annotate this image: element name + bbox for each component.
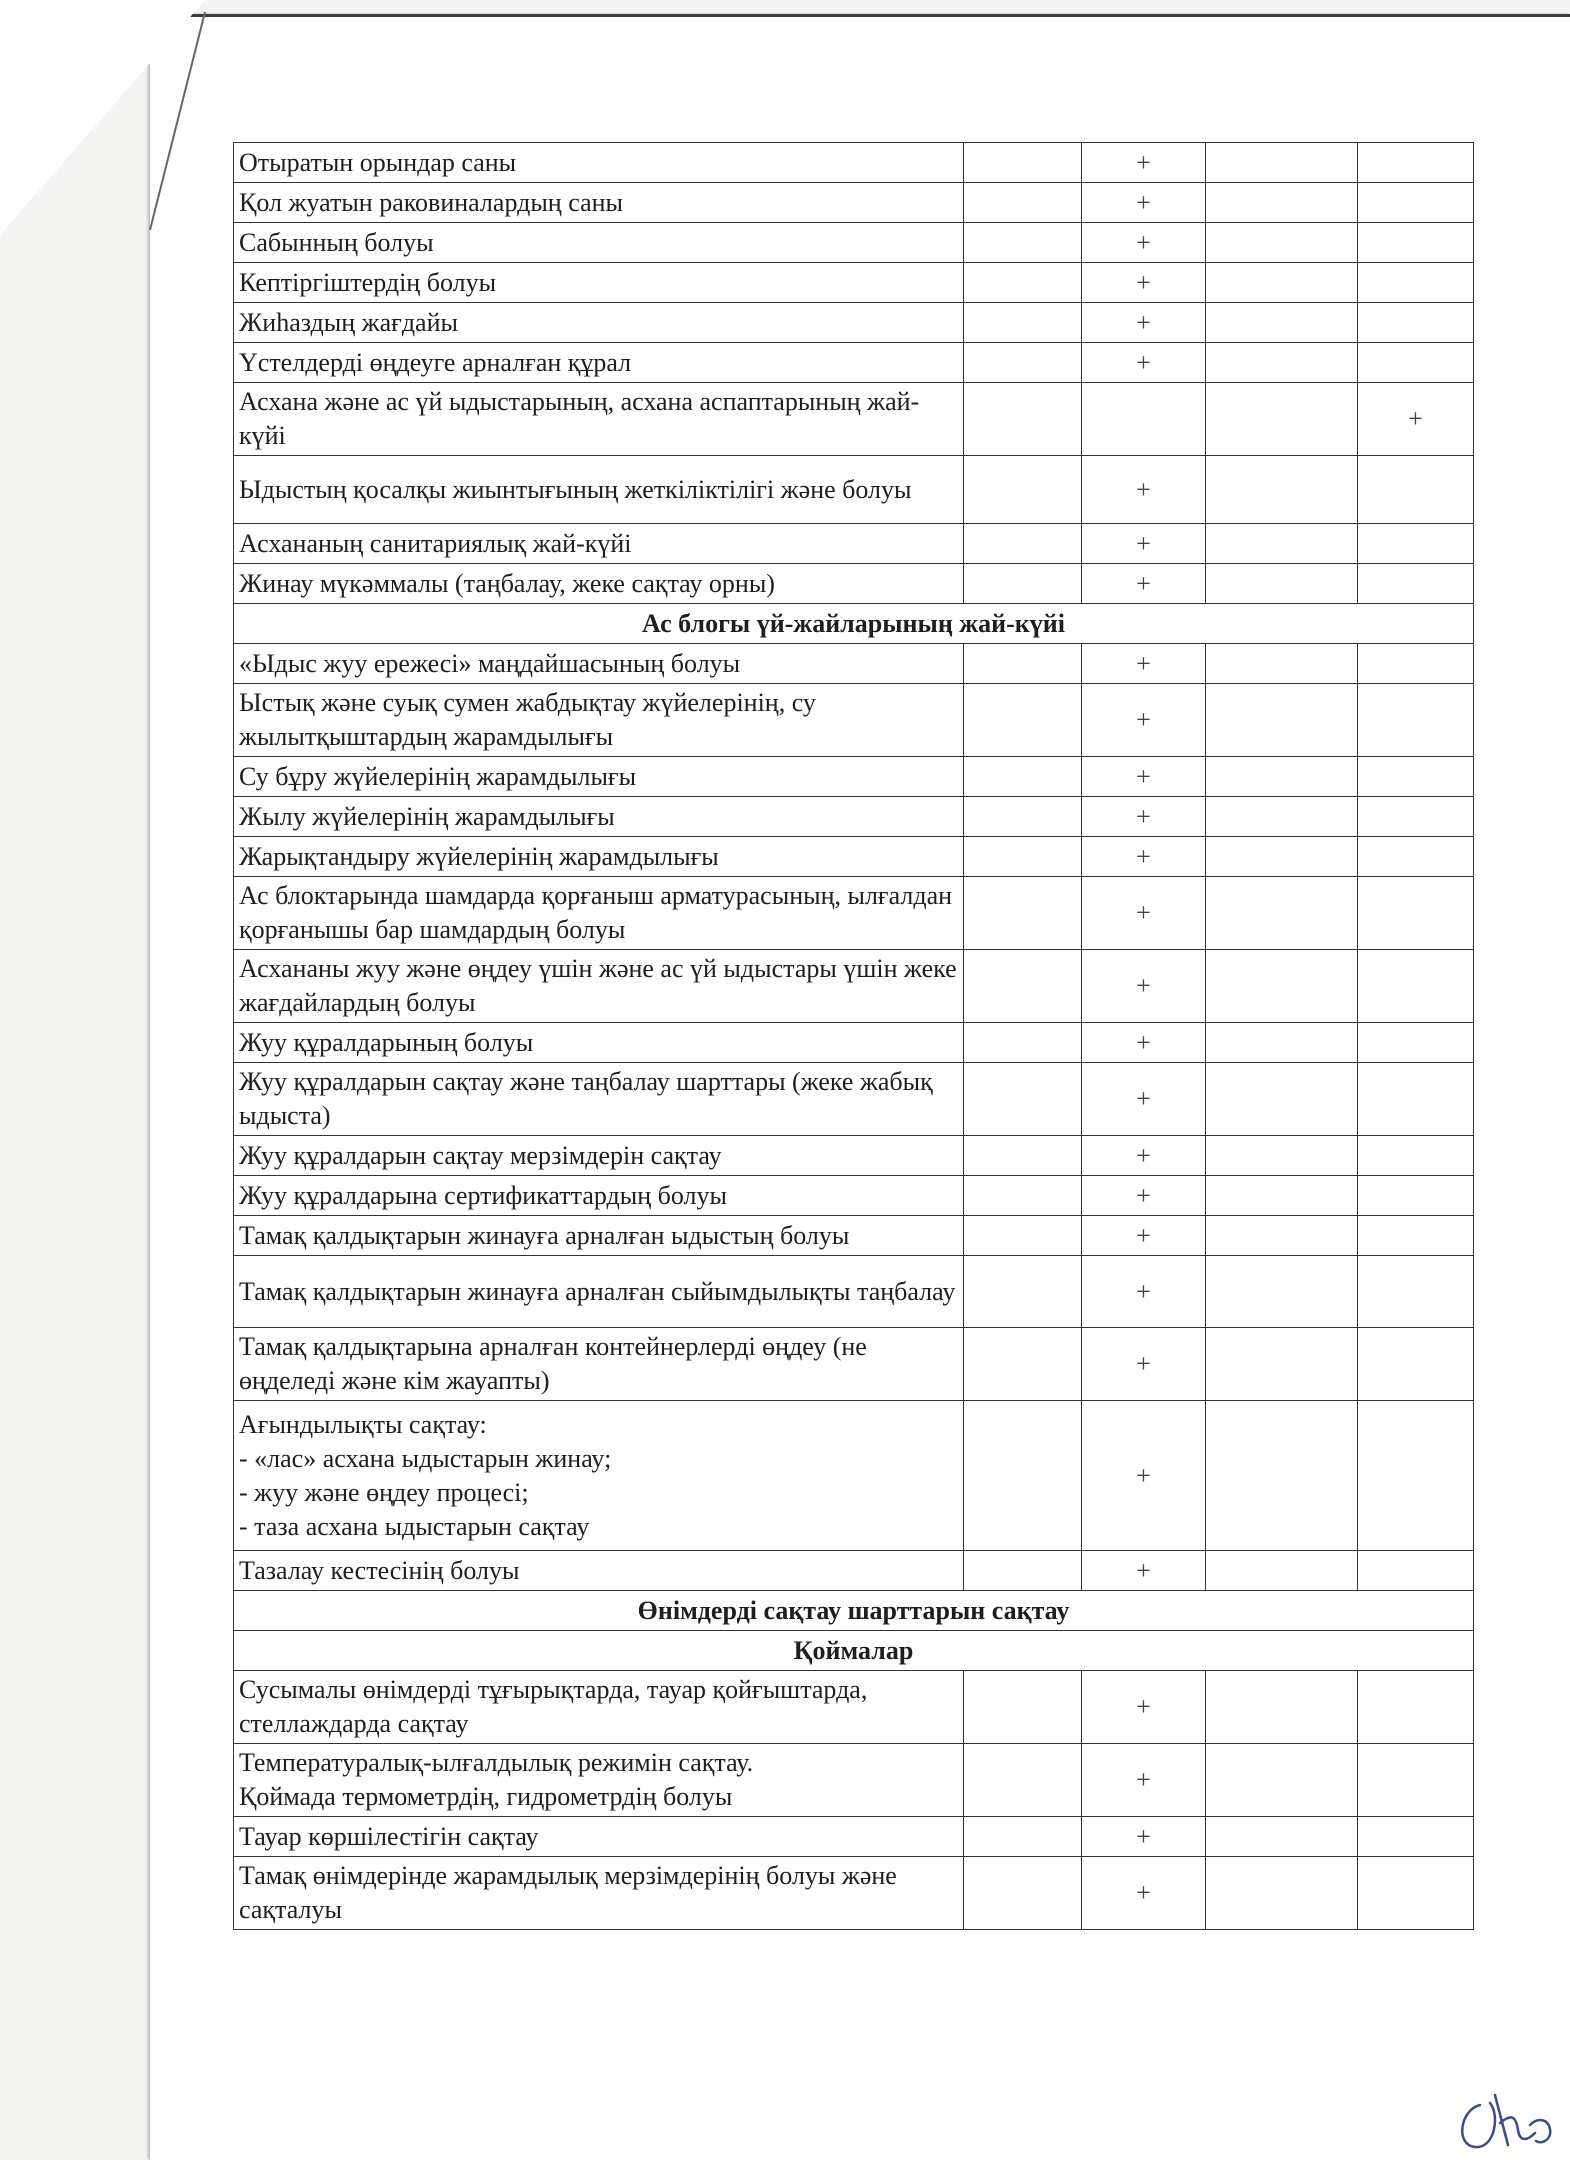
criterion-cell: Асхананы жуу және өңдеу үшін және ас үй ыдыстары үшін жеке жағдайлардың болуы — [234, 950, 964, 1023]
empty-mark-cell — [1206, 1063, 1358, 1136]
empty-mark-cell — [1206, 757, 1358, 797]
section-title: Өнімдерді сақтау шарттарын сақтау — [234, 1591, 1474, 1631]
empty-mark-cell — [964, 303, 1082, 343]
empty-mark-cell — [1206, 644, 1358, 684]
plus-mark: + — [1082, 1857, 1206, 1930]
empty-mark-cell — [1358, 1671, 1474, 1744]
section-title: Ас блогы үй-жайларының жай-күйі — [234, 604, 1474, 644]
paper-top-edge — [150, 14, 1570, 17]
plus-mark: + — [1082, 524, 1206, 564]
empty-mark-cell — [964, 1063, 1082, 1136]
empty-mark-cell — [1358, 343, 1474, 383]
table-row — [234, 456, 1474, 524]
empty-mark-cell — [1358, 303, 1474, 343]
plus-mark: + — [1082, 564, 1206, 604]
plus-mark: + — [1082, 1817, 1206, 1857]
empty-mark-cell — [1206, 1671, 1358, 1744]
section-title: Қоймалар — [234, 1631, 1474, 1671]
plus-mark: + — [1082, 1063, 1206, 1136]
plus-mark: + — [1082, 1256, 1206, 1328]
plus-mark: + — [1082, 343, 1206, 383]
table-row — [234, 1744, 1474, 1817]
empty-mark-cell — [1206, 1401, 1358, 1551]
table-row — [234, 183, 1474, 223]
empty-mark-cell — [1358, 837, 1474, 877]
empty-mark-cell — [1206, 524, 1358, 564]
criterion-cell: Сусымалы өнімдерді тұғырықтарда, тауар қойғыштарда, стеллаждарда сақтау — [234, 1671, 964, 1744]
plus-mark: + — [1082, 877, 1206, 950]
criterion-cell: «Ыдыс жуу ережесі» маңдайшасының болуы — [234, 644, 964, 684]
empty-mark-cell — [964, 684, 1082, 757]
table-row — [234, 684, 1474, 757]
criterion-cell: Жинау мүкәммалы (таңбалау, жеке сақтау орны) — [234, 564, 964, 604]
criterion-cell: Үстелдерді өңдеуге арналған құрал — [234, 343, 964, 383]
empty-mark-cell — [1206, 950, 1358, 1023]
plus-mark: + — [1082, 1744, 1206, 1817]
criterion-cell: Ыстық және суық сумен жабдықтау жүйелерінің, су жылытқыштардың жарамдылығы — [234, 684, 964, 757]
criterion-cell: Тамақ қалдықтарына арналған контейнерлерді өңдеу (не өңделеді және кім жауапты) — [234, 1328, 964, 1401]
empty-mark-cell — [1206, 1857, 1358, 1930]
plus-mark: + — [1358, 383, 1474, 456]
empty-mark-cell — [1358, 1744, 1474, 1817]
empty-mark-cell — [1358, 1256, 1474, 1328]
empty-mark-cell — [1358, 877, 1474, 950]
empty-mark-cell — [964, 877, 1082, 950]
criterion-cell: Сабынның болуы — [234, 223, 964, 263]
criterion-cell: Тамақ қалдықтарын жинауға арналған сыйымдылықты таңбалау — [234, 1256, 964, 1328]
empty-mark-cell — [964, 564, 1082, 604]
criterion-line: - таза асхана ыдыстарын сақтау — [239, 1511, 590, 1541]
empty-mark-cell — [1358, 223, 1474, 263]
table-row — [234, 263, 1474, 303]
empty-mark-cell — [1358, 564, 1474, 604]
empty-mark-cell — [964, 343, 1082, 383]
criterion-line: Қоймада термометрдің, гидрометрдің болуы — [239, 1782, 733, 1811]
empty-mark-cell — [1206, 1328, 1358, 1401]
empty-mark-cell — [964, 223, 1082, 263]
empty-mark-cell — [964, 1136, 1082, 1176]
table-row — [234, 343, 1474, 383]
criterion-cell: Отыратын орындар саны — [234, 143, 964, 183]
empty-mark-cell — [964, 1401, 1082, 1551]
criterion-cell: Тамақ қалдықтарын жинауға арналған ыдыстың болуы — [234, 1216, 964, 1256]
empty-mark-cell — [1358, 950, 1474, 1023]
inspection-checklist-table — [233, 142, 1474, 1930]
empty-mark-cell — [1206, 1216, 1358, 1256]
table-row — [234, 1671, 1474, 1744]
empty-mark-cell — [1206, 1176, 1358, 1216]
empty-mark-cell — [1358, 143, 1474, 183]
empty-mark-cell — [964, 757, 1082, 797]
plus-mark: + — [1082, 644, 1206, 684]
table-row — [234, 1063, 1474, 1136]
table-row — [234, 1216, 1474, 1256]
criterion-cell: Қол жуатын раковиналардың саны — [234, 183, 964, 223]
empty-mark-cell — [964, 837, 1082, 877]
plus-mark: + — [1082, 183, 1206, 223]
checklist-body — [234, 143, 1474, 1930]
plus-mark: + — [1082, 143, 1206, 183]
table-row — [234, 950, 1474, 1023]
empty-mark-cell — [1358, 1136, 1474, 1176]
plus-mark: + — [1082, 223, 1206, 263]
table-row — [234, 1857, 1474, 1930]
empty-mark-cell — [1206, 837, 1358, 877]
table-row — [234, 1328, 1474, 1401]
empty-mark-cell — [1358, 1176, 1474, 1216]
empty-mark-cell — [1358, 1216, 1474, 1256]
empty-mark-cell — [964, 1023, 1082, 1063]
table-row — [234, 143, 1474, 183]
empty-mark-cell — [964, 1256, 1082, 1328]
empty-mark-cell — [1082, 383, 1206, 456]
plus-mark: + — [1082, 1401, 1206, 1551]
plus-mark: + — [1082, 303, 1206, 343]
criterion-line: Температуралық-ылғалдылық режимін сақтау. — [239, 1748, 754, 1777]
section-header-row — [234, 1591, 1474, 1631]
empty-mark-cell — [1206, 1136, 1358, 1176]
plus-mark: + — [1082, 1023, 1206, 1063]
empty-mark-cell — [1358, 456, 1474, 524]
plus-mark: + — [1082, 797, 1206, 837]
criterion-line: - «лас» асхана ыдыстарын жинау; — [239, 1443, 612, 1473]
plus-mark: + — [1082, 1136, 1206, 1176]
table-row — [234, 1136, 1474, 1176]
plus-mark: + — [1082, 757, 1206, 797]
criterion-cell: Су бұру жүйелерінің жарамдылығы — [234, 757, 964, 797]
criterion-cell: Жарықтандыру жүйелерінің жарамдылығы — [234, 837, 964, 877]
empty-mark-cell — [964, 143, 1082, 183]
plus-mark: + — [1082, 1671, 1206, 1744]
table-row — [234, 1256, 1474, 1328]
plus-mark: + — [1082, 1176, 1206, 1216]
table-row — [234, 757, 1474, 797]
empty-mark-cell — [964, 524, 1082, 564]
empty-mark-cell — [1206, 303, 1358, 343]
table-row — [234, 877, 1474, 950]
criterion-cell: Асхананың санитариялық жай-күйі — [234, 524, 964, 564]
empty-mark-cell — [1358, 1551, 1474, 1591]
criterion-cell: Кептіргіштердің болуы — [234, 263, 964, 303]
empty-mark-cell — [964, 183, 1082, 223]
empty-mark-cell — [1358, 1857, 1474, 1930]
empty-mark-cell — [1206, 223, 1358, 263]
section-header-row — [234, 604, 1474, 644]
criterion-cell — [234, 1744, 964, 1817]
empty-mark-cell — [1206, 343, 1358, 383]
empty-mark-cell — [1206, 1817, 1358, 1857]
empty-mark-cell — [964, 950, 1082, 1023]
empty-mark-cell — [1206, 684, 1358, 757]
empty-mark-cell — [1358, 684, 1474, 757]
empty-mark-cell — [1358, 183, 1474, 223]
table-row — [234, 1401, 1474, 1551]
empty-mark-cell — [1206, 1551, 1358, 1591]
table-row — [234, 1176, 1474, 1216]
empty-mark-cell — [1358, 263, 1474, 303]
empty-mark-cell — [1206, 877, 1358, 950]
criterion-cell: Асхана және ас үй ыдыстарының, асхана аспаптарының жай-күйі — [234, 383, 964, 456]
empty-mark-cell — [1358, 1023, 1474, 1063]
criterion-cell: Жуу құралдарын сақтау және таңбалау шарттары (жеке жабық ыдыста) — [234, 1063, 964, 1136]
empty-mark-cell — [1206, 183, 1358, 223]
plus-mark: + — [1082, 1216, 1206, 1256]
empty-mark-cell — [1358, 1817, 1474, 1857]
table-row — [234, 383, 1474, 456]
empty-mark-cell — [964, 1817, 1082, 1857]
plus-mark: + — [1082, 1328, 1206, 1401]
criterion-cell: Жуу құралдарының болуы — [234, 1023, 964, 1063]
criterion-cell: Жуу құралдарына сертификаттардың болуы — [234, 1176, 964, 1216]
criterion-cell: Жылу жүйелерінің жарамдылығы — [234, 797, 964, 837]
table-row — [234, 1551, 1474, 1591]
table-row — [234, 797, 1474, 837]
empty-mark-cell — [1206, 383, 1358, 456]
empty-mark-cell — [964, 1857, 1082, 1930]
empty-mark-cell — [1358, 1328, 1474, 1401]
empty-mark-cell — [964, 797, 1082, 837]
empty-mark-cell — [964, 1216, 1082, 1256]
empty-mark-cell — [964, 644, 1082, 684]
empty-mark-cell — [1206, 564, 1358, 604]
table-row — [234, 564, 1474, 604]
table-row — [234, 837, 1474, 877]
table-row — [234, 223, 1474, 263]
empty-mark-cell — [1358, 644, 1474, 684]
empty-mark-cell — [964, 1744, 1082, 1817]
folded-corner-shadow — [0, 0, 220, 240]
empty-mark-cell — [1358, 1063, 1474, 1136]
empty-mark-cell — [964, 1551, 1082, 1591]
empty-mark-cell — [1358, 797, 1474, 837]
plus-mark: + — [1082, 684, 1206, 757]
criterion-cell — [234, 1401, 964, 1551]
handwritten-initials — [1450, 2085, 1560, 2155]
criterion-cell: Жуу құралдарын сақтау мерзімдерін сақтау — [234, 1136, 964, 1176]
empty-mark-cell — [1358, 757, 1474, 797]
empty-mark-cell — [1206, 456, 1358, 524]
table-row — [234, 1817, 1474, 1857]
empty-mark-cell — [1206, 797, 1358, 837]
plus-mark: + — [1082, 456, 1206, 524]
empty-mark-cell — [964, 1671, 1082, 1744]
criterion-cell: Тамақ өнімдерінде жарамдылық мерзімдерінің болуы және сақталуы — [234, 1857, 964, 1930]
empty-mark-cell — [1206, 263, 1358, 303]
criterion-cell: Тазалау кестесінің болуы — [234, 1551, 964, 1591]
empty-mark-cell — [1206, 143, 1358, 183]
plus-mark: + — [1082, 950, 1206, 1023]
empty-mark-cell — [1206, 1023, 1358, 1063]
table-row — [234, 644, 1474, 684]
empty-mark-cell — [1206, 1256, 1358, 1328]
table-row — [234, 524, 1474, 564]
plus-mark: + — [1082, 263, 1206, 303]
criterion-cell: Жиһаздың жағдайы — [234, 303, 964, 343]
criterion-line: Ағындылықты сақтау: — [239, 1409, 487, 1439]
section-header-row — [234, 1631, 1474, 1671]
empty-mark-cell — [964, 1176, 1082, 1216]
criterion-cell: Тауар көршілестігін сақтау — [234, 1817, 964, 1857]
table-row — [234, 1023, 1474, 1063]
criterion-line: - жуу және өңдеу процесі; — [239, 1477, 529, 1507]
empty-mark-cell — [1358, 1401, 1474, 1551]
empty-mark-cell — [964, 263, 1082, 303]
criterion-cell: Ыдыстың қосалқы жиынтығының жеткіліктілігі және болуы — [234, 456, 964, 524]
empty-mark-cell — [964, 1328, 1082, 1401]
plus-mark: + — [1082, 1551, 1206, 1591]
empty-mark-cell — [1358, 524, 1474, 564]
criterion-cell: Ас блоктарында шамдарда қорғаныш арматурасының, ылғалдан қорғанышы бар шамдардың болуы — [234, 877, 964, 950]
table-row — [234, 303, 1474, 343]
empty-mark-cell — [964, 456, 1082, 524]
empty-mark-cell — [1206, 1744, 1358, 1817]
plus-mark: + — [1082, 837, 1206, 877]
empty-mark-cell — [964, 383, 1082, 456]
